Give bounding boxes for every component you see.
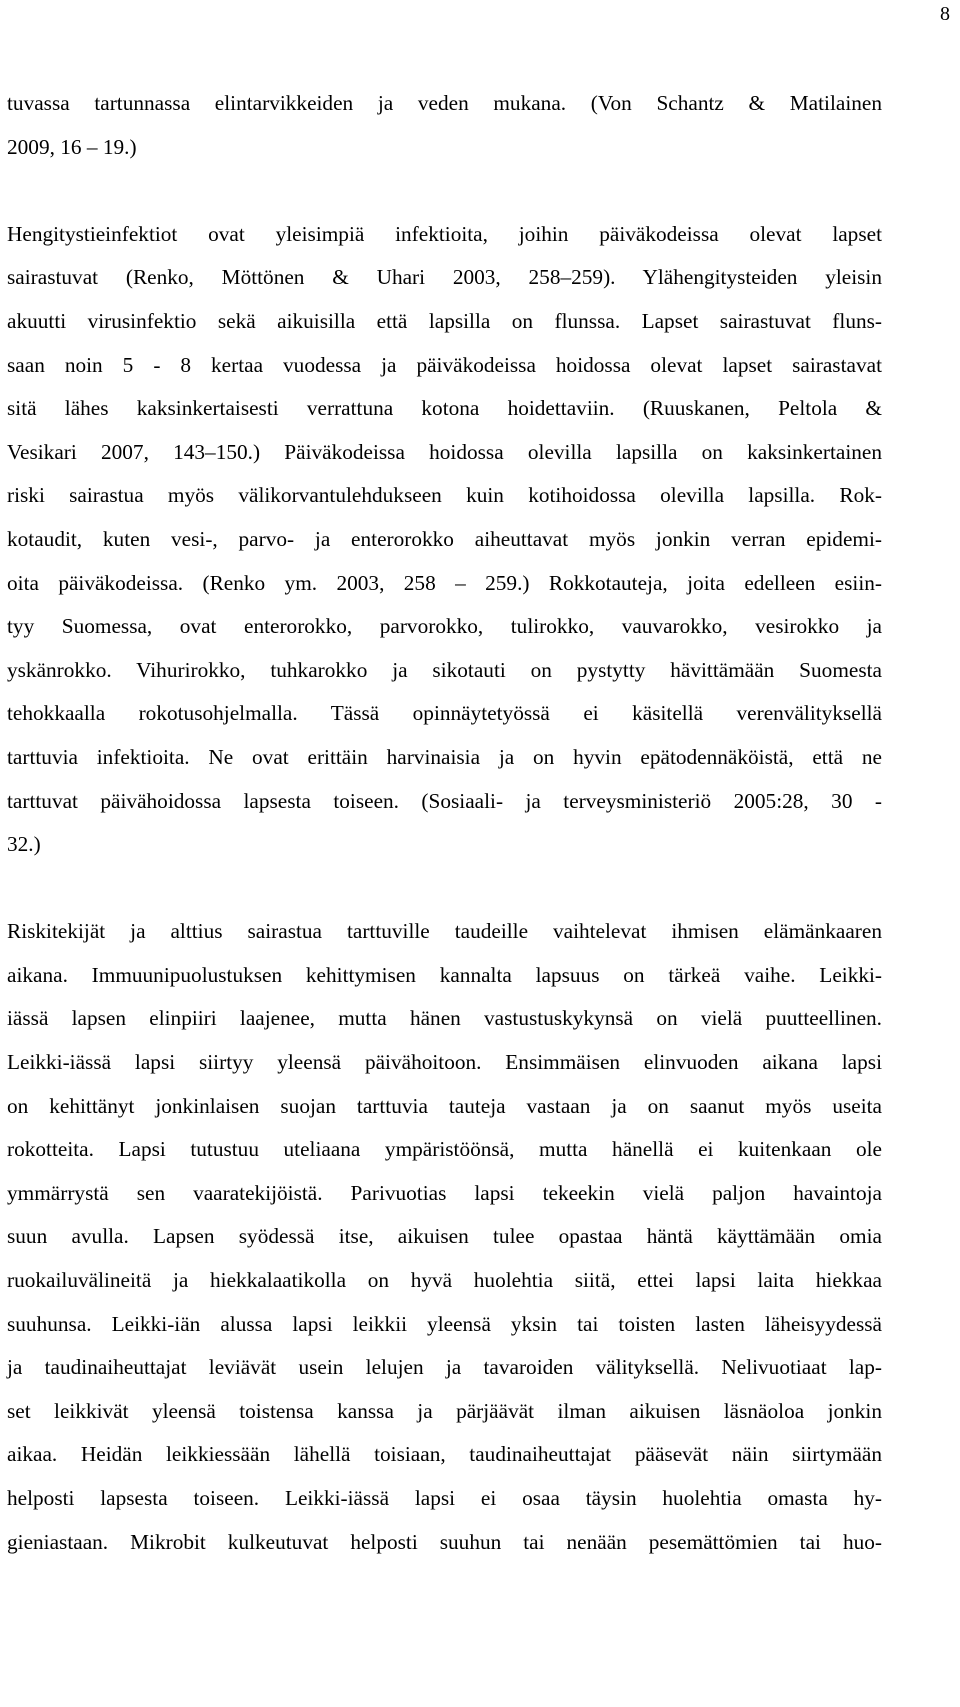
text-line: tarttuvat päivähoidossa lapsesta toiseen. (Sosiaali- ja terveysministeriö 2005:28, 30 - (7, 788, 882, 813)
text-line: Leikki-iässä lapsi siirtyy yleensä päivähoitoon. Ensimmäisen elinvuoden aikana lapsi (7, 1050, 882, 1075)
text-line: tehokkaalla rokotusohjelmalla. Tässä opinnäytetyössä ei käsitellä verenvälityksellä (7, 701, 882, 726)
text-line: sairastuvat (Renko, Möttönen & Uhari 2003, 258–259). Ylähengitysteiden yleisin (7, 265, 882, 290)
paragraph (7, 82, 882, 169)
text-line: helposti lapsesta toiseen. Leikki-iässä lapsi ei osaa täysin huolehtia omasta hy- (7, 1486, 882, 1510)
text-line: iässä lapsen elinpiiri laajenee, mutta hänen vastustuskykynsä on vielä puutteellinen. (7, 1006, 882, 1031)
text-line: Riskitekijät ja alttius sairastua tarttuville taudeille vaihtelevat ihmisen elämänkaaren (7, 919, 882, 944)
text-line: Hengitystieinfektiot ovat yleisimpiä infektioita, joihin päiväkodeissa olevat lapset (7, 221, 882, 246)
text-line: aikana. Immuunipuolustuksen kehittymisen kannalta lapsuus on tärkeä vaihe. Leikki- (7, 962, 882, 987)
text-line: Vesikari 2007, 143–150.) Päiväkodeissa hoidossa olevilla lapsilla on kaksinkertainen (7, 439, 882, 464)
text-line: sitä lähes kaksinkertaisesti verrattuna kotona hoidettaviin. (Ruuskanen, Peltola & (7, 396, 882, 421)
text-line: 32.) (7, 832, 41, 857)
text-line: aikaa. Heidän leikkiessään lähellä toisiaan, taudinaiheuttajat pääsevät näin siirtymään (7, 1442, 882, 1467)
paragraph (7, 910, 882, 1564)
text-line: ja taudinaiheuttajat leviävät usein lelujen ja tavaroiden välityksellä. Nelivuotiaat lap- (7, 1355, 882, 1380)
text-line: ymmärrystä sen vaaratekijöistä. Parivuotias lapsi tekeekin vielä paljon havaintoja (7, 1180, 882, 1205)
text-line: ruokailuvälineitä ja hiekkalaatikolla on hyvä huolehtia siitä, ettei lapsi laita hiekkaa (7, 1268, 882, 1293)
text-line: akuutti virusinfektio sekä aikuisilla että lapsilla on flunssa. Lapset sairastuvat fluns- (7, 308, 882, 333)
text-line: yskänrokko. Vihurirokko, tuhkarokko ja sikotauti on pystytty hävittämään Suomesta (7, 657, 882, 682)
body-text (7, 82, 882, 1564)
text-line: rokotteita. Lapsi tutustuu uteliaana ympäristöönsä, mutta hänellä ei kuitenkaan ole (7, 1137, 882, 1162)
text-line: gieniastaan. Mikrobit kulkeutuvat helposti suuhun tai nenään pesemättömien tai huo- (7, 1529, 882, 1554)
text-line: suun avulla. Lapsen syödessä itse, aikuisen tulee opastaa häntä käyttämään omia (7, 1224, 882, 1249)
text-line: set leikkivät yleensä toistensa kanssa ja pärjäävät ilman aikuisen läsnäoloa jonkin (7, 1398, 882, 1423)
text-line: riski sairastua myös välikorvantulehdukseen kuin kotihoidossa olevilla lapsilla. Rok- (7, 483, 882, 508)
text-line: tarttuvia infektioita. Ne ovat erittäin harvinaisia ja on hyvin epätodennäköistä, että ne (7, 744, 882, 769)
paragraph (7, 213, 882, 867)
text-line: kotaudit, kuten vesi-, parvo- ja enterorokko aiheuttavat myös jonkin verran epidemi- (7, 526, 882, 551)
text-line: 2009, 16 – 19.) (7, 134, 137, 159)
text-line: suuhunsa. Leikki-iän alussa lapsi leikkii yleensä yksin tai toisten lasten läheisyydessä (7, 1311, 882, 1336)
text-line: tuvassa tartunnassa elintarvikkeiden ja veden mukana. (Von Schantz & Matilainen (7, 91, 882, 115)
text-line: tyy Suomessa, ovat enterorokko, parvorokko, tulirokko, vauvarokko, vesirokko ja (7, 614, 882, 639)
text-line: saan noin 5 - 8 kertaa vuodessa ja päiväkodeissa hoidossa olevat lapset sairastavat (7, 352, 882, 377)
text-line: on kehittänyt jonkinlaisen suojan tarttuvia tauteja vastaan ja on saanut myös useita (7, 1093, 882, 1118)
text-line: oita päiväkodeissa. (Renko ym. 2003, 258 – 259.) Rokkotauteja, joita edelleen esiin- (7, 570, 882, 595)
page-number: 8 (940, 3, 950, 25)
